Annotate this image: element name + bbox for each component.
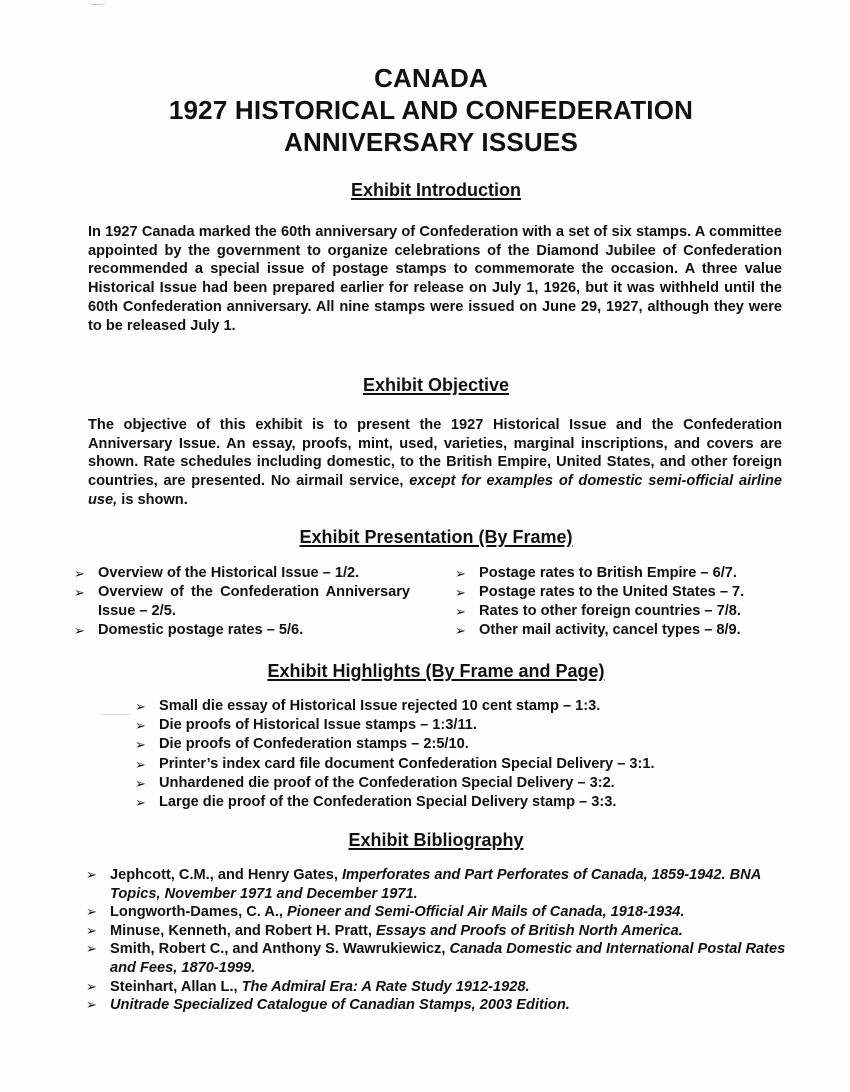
arrowhead-bullet-icon: ➢: [135, 775, 146, 791]
list-item: [74, 621, 410, 640]
objective-italic-text: except for examples of domestic semi-official airline use,: [88, 473, 782, 508]
bibliography-heading: [0, 829, 850, 851]
arrowhead-bullet-icon: ➢: [135, 795, 146, 811]
highlights-heading: [0, 660, 850, 682]
list-item-text: Die proofs of Confederation stamps – 2:5/10.: [159, 736, 469, 753]
list-item-text: Rates to other foreign countries – 7/8.: [479, 603, 741, 619]
list-item: [135, 735, 755, 754]
entry-title: Pioneer and Semi-Official Air Mails of Canada, 1918-1934.: [287, 904, 685, 921]
objective-heading: [0, 374, 850, 396]
list-item: [135, 793, 755, 812]
introduction-heading-text: Exhibit Introduction: [351, 180, 521, 200]
list-item-text: Postage rates to British Empire – 6/7.: [479, 565, 737, 581]
title-line-issue: 1927 HISTORICAL AND CONFEDERATION: [168, 95, 694, 125]
entry-title: Essays and Proofs of British North America.: [375, 922, 683, 939]
list-item-text: Die proofs of Historical Issue stamps – 1:3/11.: [159, 717, 477, 734]
bibliography-entry: [86, 922, 786, 941]
bibliography-heading-text: Exhibit Bibliography: [348, 830, 524, 850]
introduction-paragraph: In 1927 Canada marked the 60th anniversary of Confederation with a set of six stamps. A committee appointed by the government to organize celebrations of the Diamond Jubilee of Confederation recommended a special issue of postage stamps to commemorate the occasion. A three value Historical Issue had been prepared earlier for release on July 1, 1926, but it was withheld until the 60th Confederation anniversary. All nine stamps were issued on June 29, 1927, although they were to be released July 1.: [88, 224, 782, 334]
arrowhead-bullet-icon: ➢: [74, 623, 85, 638]
entry-author: Steinhart, Allan L.,: [110, 978, 242, 995]
list-item: [135, 774, 755, 793]
arrowhead-bullet-icon: ➢: [86, 941, 97, 957]
entry-author: Minuse, Kenneth, and Robert H. Pratt,: [110, 922, 376, 939]
arrowhead-bullet-icon: ➢: [74, 585, 85, 600]
list-item: [135, 716, 755, 735]
entry-title: Canada Domestic and International Postal Rates and Fees, 1870-1999.: [110, 941, 786, 976]
arrowhead-bullet-icon: ➢: [86, 978, 97, 994]
list-item: [135, 697, 755, 716]
scan-artifact: [88, 0, 106, 5]
bibliography-entry: [86, 940, 786, 977]
entry-title: The Admiral Era: A Rate Study 1912-1928.: [241, 978, 530, 995]
presentation-list-right: [455, 564, 795, 640]
list-item: [135, 755, 755, 774]
arrowhead-bullet-icon: ➢: [135, 718, 146, 734]
list-item: [455, 583, 795, 602]
arrowhead-bullet-icon: ➢: [455, 585, 466, 600]
arrowhead-bullet-icon: ➢: [74, 566, 85, 581]
arrowhead-bullet-icon: ➢: [135, 756, 146, 772]
arrowhead-bullet-icon: ➢: [135, 699, 146, 714]
objective-tail-text: is shown.: [121, 491, 188, 508]
arrowhead-bullet-icon: ➢: [86, 904, 97, 920]
objective-paragraph: [88, 416, 782, 510]
title-line-country: CANADA: [374, 63, 488, 93]
list-item-text: Domestic postage rates – 5/6.: [98, 622, 304, 638]
bibliography-list: [86, 866, 786, 1015]
bibliography-entry: [86, 978, 786, 997]
arrowhead-bullet-icon: ➢: [86, 922, 97, 938]
bibliography-entry: [86, 903, 786, 922]
entry-title: Imperforates and Part Perforates of Canada, 1859-1942. BNA Topics, November 1971 and December 1971.: [110, 867, 761, 902]
entry-author: Jephcott, C.M., and Henry Gates,: [110, 867, 342, 883]
list-item-text: Postage rates to the United States – 7.: [479, 584, 745, 600]
list-item-text: Other mail activity, cancel types – 8/9.: [479, 622, 741, 638]
entry-title: Unitrade Specialized Catalogue of Canadian Stamps, 2003 Edition.: [110, 997, 570, 1014]
arrowhead-bullet-icon: ➢: [86, 997, 97, 1013]
arrowhead-bullet-icon: ➢: [86, 867, 97, 882]
presentation-heading-text: Exhibit Presentation (By Frame): [299, 527, 573, 547]
arrowhead-bullet-icon: ➢: [455, 604, 466, 619]
entry-author: Longworth-Dames, C. A.,: [110, 904, 288, 921]
presentation-list-left: [74, 564, 410, 640]
arrowhead-bullet-icon: ➢: [455, 566, 466, 581]
list-item: [74, 564, 410, 583]
list-item-text: Unhardened die proof of the Confederation Special Delivery – 3:2.: [159, 774, 615, 791]
highlights-heading-text: Exhibit Highlights (By Frame and Page): [267, 661, 605, 681]
list-item-text: Large die proof of the Confederation Special Delivery stamp – 3:3.: [159, 794, 617, 811]
list-item-text: Small die essay of Historical Issue rejected 10 cent stamp – 1:3.: [159, 698, 601, 714]
highlights-list: [135, 697, 755, 812]
title-line-anniversary: ANNIVERSARY ISSUES: [283, 127, 578, 157]
list-item: [455, 564, 795, 583]
objective-heading-text: Exhibit Objective: [362, 375, 510, 395]
list-item: [74, 583, 410, 621]
list-item-text: Overview of the Historical Issue – 1/2.: [98, 565, 360, 581]
list-item: [455, 621, 795, 640]
list-item: [455, 602, 795, 621]
scan-artifact-line: [100, 714, 130, 715]
list-item-text: Overview of the Confederation Anniversary Issue – 2/5.: [98, 584, 410, 619]
introduction-heading: [0, 179, 850, 201]
entry-author: Smith, Robert C., and Anthony S. Wawrukiewicz,: [110, 941, 450, 958]
arrowhead-bullet-icon: ➢: [455, 623, 466, 638]
arrowhead-bullet-icon: ➢: [135, 737, 146, 753]
list-item-text: Printer’s index card file document Confederation Special Delivery – 3:1.: [159, 755, 655, 772]
bibliography-entry: [86, 866, 786, 903]
presentation-heading: [0, 526, 850, 548]
objective-text: The objective of this exhibit is to present the 1927 Historical Issue and the Confederation Anniversary Issue. An essay, proofs, mint, used, varieties, marginal inscriptions, and covers are shown. Rate schedules including domestic, to the British Empire, United States, and other foreign countries, are presented. No airmail service,: [88, 417, 782, 490]
page-title: [0, 62, 850, 158]
bibliography-entry: [86, 996, 786, 1015]
